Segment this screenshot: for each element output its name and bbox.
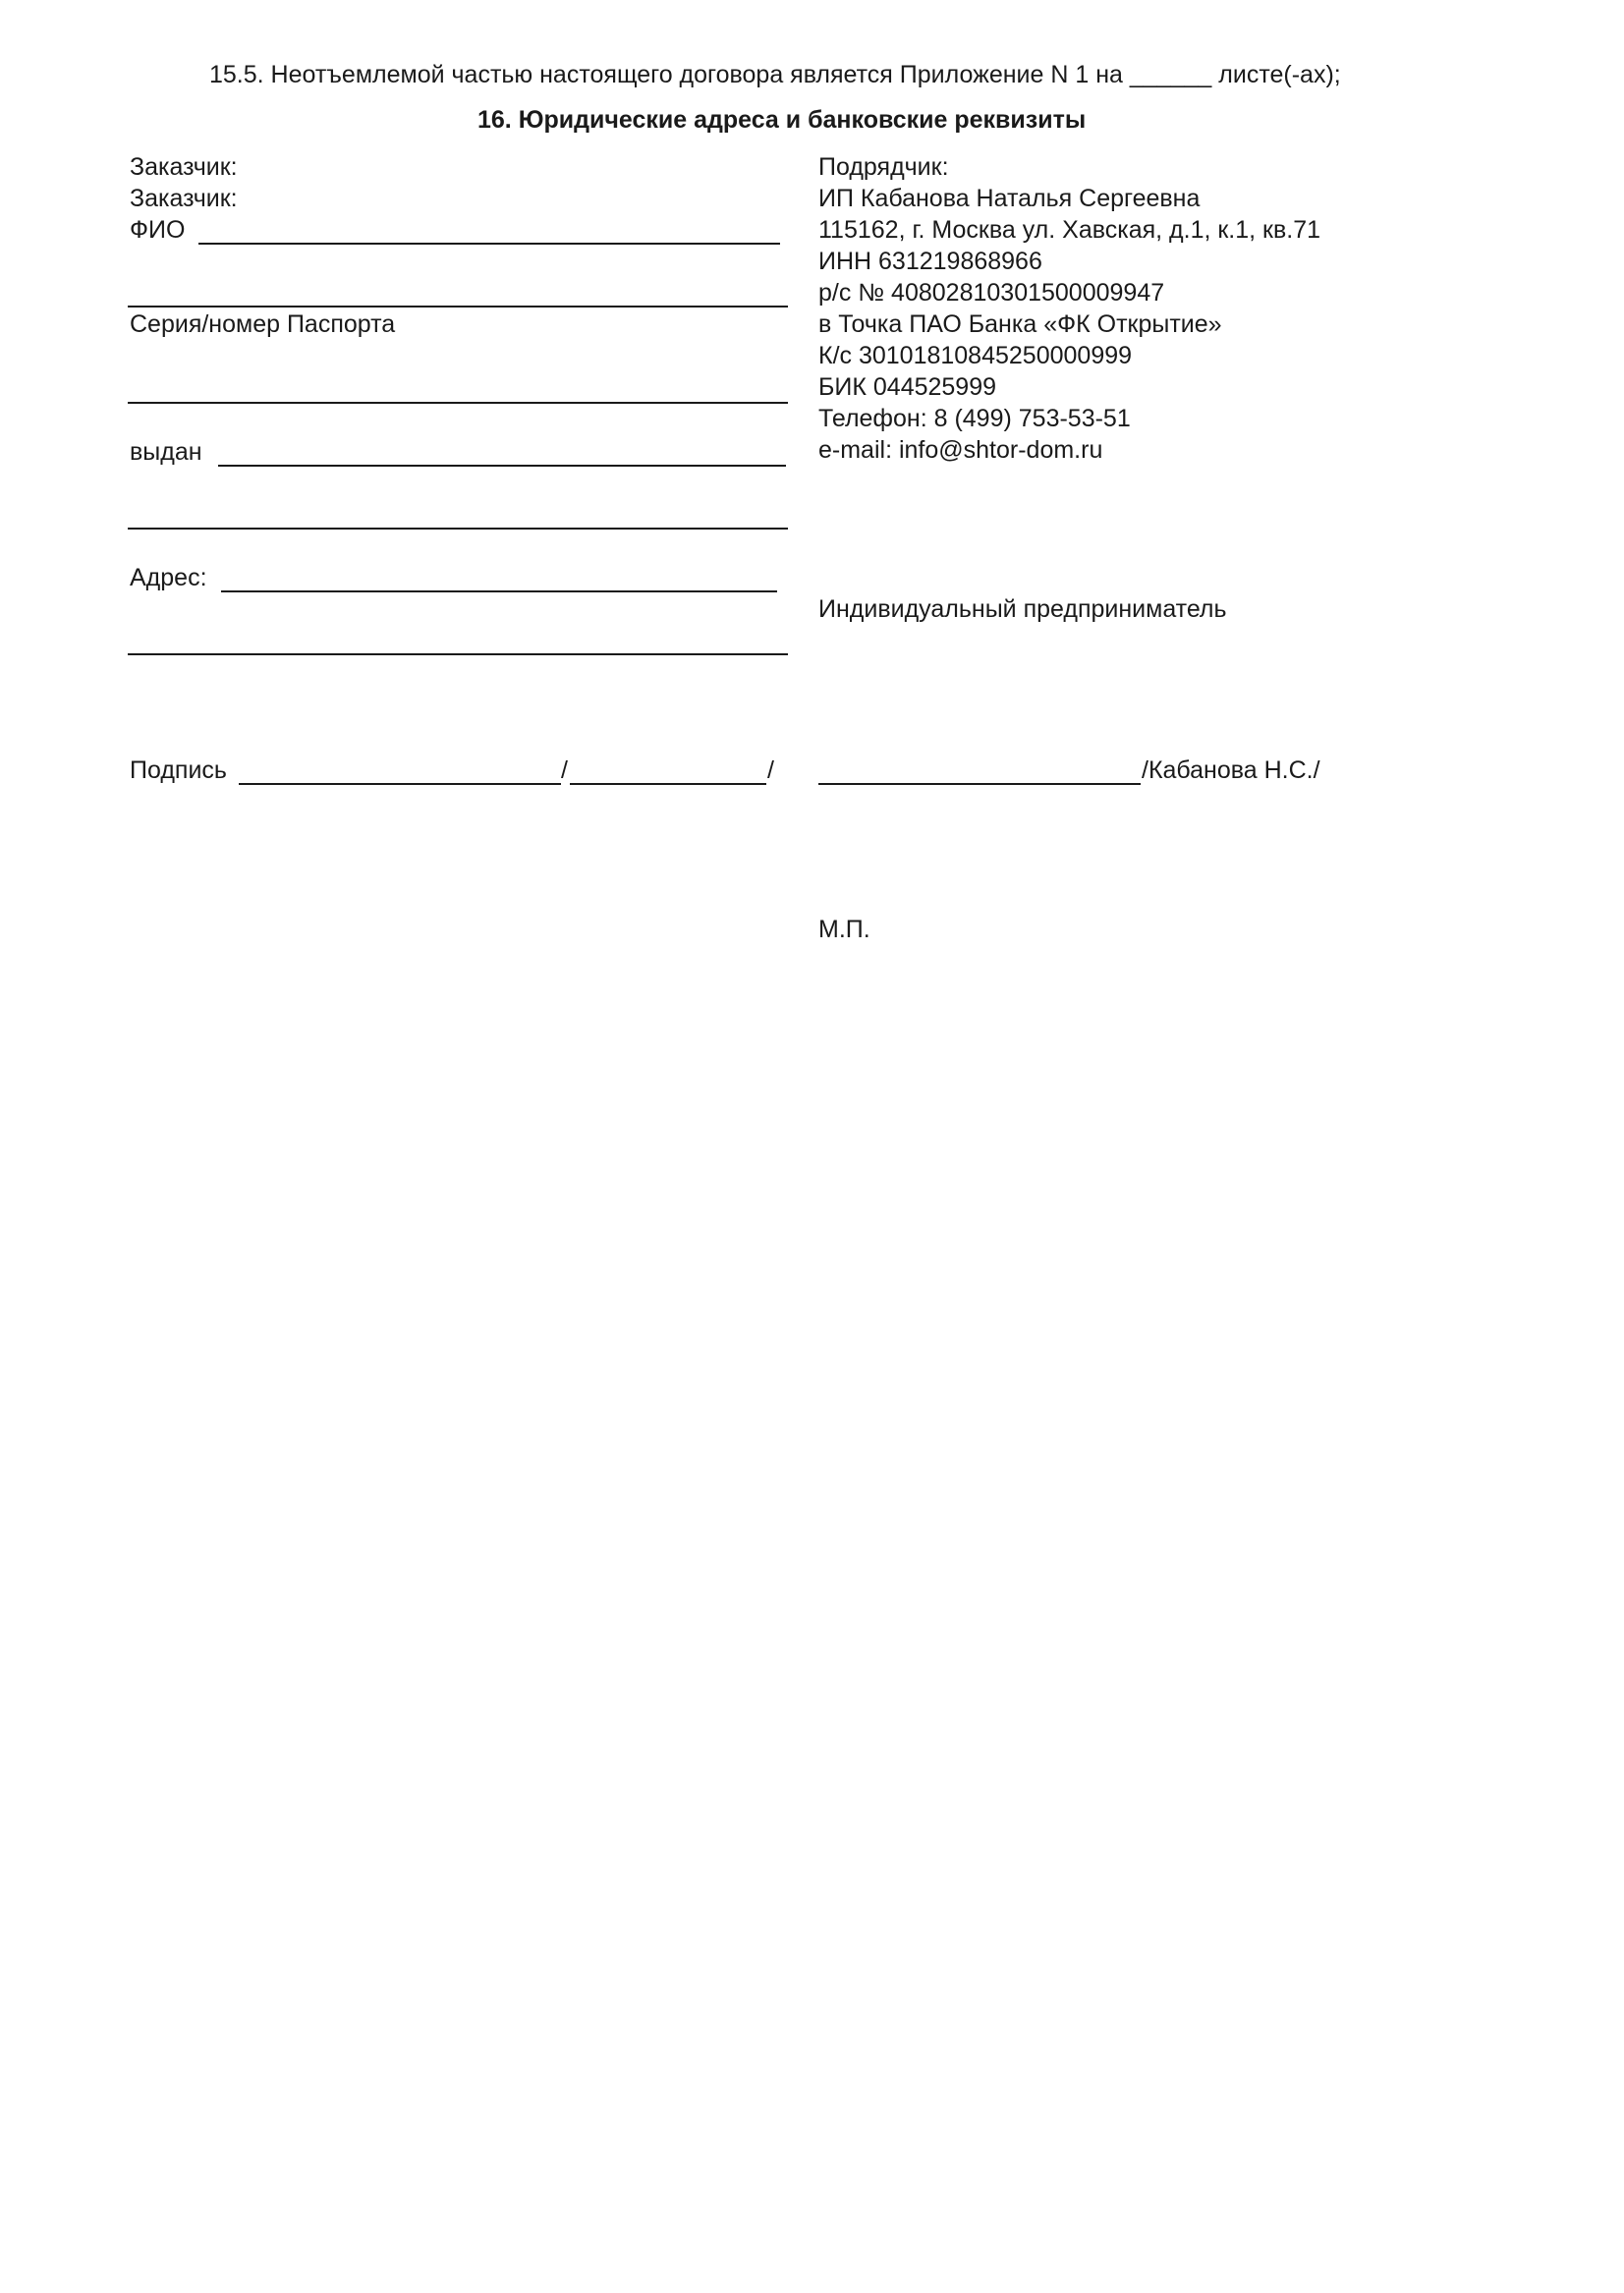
contractor-bank: в Точка ПАО Банка «ФК Открытие» [818,310,1222,338]
contractor-signature-line[interactable] [818,783,1141,785]
contractor-inn: ИНН 631219868966 [818,248,1042,275]
clause-15-5-blank: ______ [1129,61,1212,88]
contractor-account: р/с № 40802810301500009947 [818,279,1165,307]
issued-field-line[interactable] [218,465,786,467]
signature-separator: / [767,756,774,784]
address-field-line[interactable] [221,590,777,592]
contractor-name: ИП Кабанова Наталья Сергеевна [818,185,1201,212]
clause-15-5-text: 15.5. Неотъемлемой частью настоящего договора является Приложение N 1 на [209,61,1123,88]
contractor-bik: БИК 044525999 [818,373,997,401]
passport-label: Серия/номер Паспорта [130,310,396,338]
customer-signature-line[interactable] [239,783,561,785]
contractor-title: Индивидуальный предприниматель [818,595,1227,623]
clause-15-5 [209,60,1341,89]
fio-field-line[interactable] [198,243,780,245]
fio-label: ФИО [130,216,186,244]
issued-field-line-2[interactable] [128,528,788,530]
contractor-address: 115162, г. Москва ул. Хавская, д.1, к.1, кв.71 [818,216,1321,244]
signature-separator: / [561,756,568,784]
section-16-title: 16. Юридические адреса и банковские реквизиты [477,106,1087,134]
signature-label: Подпись [130,756,227,784]
customer-label-repeat: Заказчик: [130,185,238,212]
contractor-email: e-mail: info@shtor-dom.ru [818,436,1103,464]
contractor-signature-name: /Кабанова Н.С./ [1142,756,1320,784]
clause-15-5-suffix: листе(-ах); [1218,61,1341,88]
customer-label: Заказчик: [130,153,238,181]
address-label: Адрес: [130,564,207,591]
customer-name-line[interactable] [570,783,766,785]
fio-field-line-2[interactable] [128,306,788,308]
passport-field-line[interactable] [128,402,788,404]
contractor-phone: Телефон: 8 (499) 753-53-51 [818,405,1131,432]
stamp-label: М.П. [818,916,870,943]
contractor-label: Подрядчик: [818,153,949,181]
address-field-line-2[interactable] [128,653,788,655]
contractor-corr-account: К/с 30101810845250000999 [818,342,1133,369]
issued-label: выдан [130,438,202,466]
